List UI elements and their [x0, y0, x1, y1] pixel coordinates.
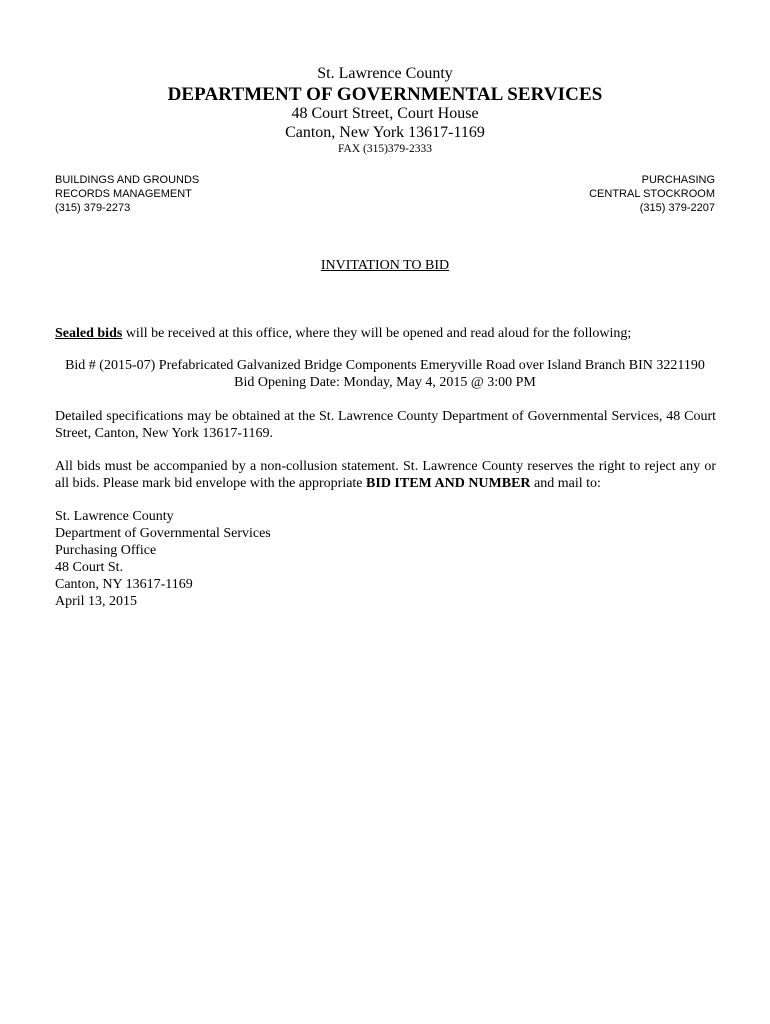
all-bids-text-part1: All bids must be accompanied by a non-collusion statement. St. Lawrence County reserves the right to reject any or all bids. Please mark bid envelope with the appropriate [55, 459, 716, 491]
mailing-address-block [55, 508, 271, 610]
bid-item-number-emphasis: BID ITEM AND NUMBER [366, 476, 531, 491]
right-contact-line2: CENTRAL STOCKROOM [589, 188, 715, 200]
mailing-line3: Purchasing Office [55, 543, 157, 558]
header-address-line1: 48 Court Street, Court House [291, 105, 479, 122]
all-bids-text-part2: and mail to: [530, 476, 601, 491]
left-contact-line1: BUILDINGS AND GROUNDS [55, 174, 200, 186]
right-contact-block [589, 173, 715, 215]
department-title: DEPARTMENT OF GOVERNMENTAL SERVICES [167, 84, 603, 105]
right-contact-line1: PURCHASING [641, 174, 715, 186]
bid-opening-date: Bid Opening Date: Monday, May 4, 2015 @ 3:00 PM [234, 375, 536, 390]
left-contact-block [55, 173, 199, 215]
sealed-bids-text: will be received at this office, where they will be opened and read aloud for the following; [122, 326, 632, 341]
specifications-paragraph: Detailed specifications may be obtained at the St. Lawrence County Department of Governmental Services, 48 Court Street, Canton, New York 13617-1169. [55, 409, 716, 441]
right-contact-phone: (315) 379-2207 [639, 202, 715, 214]
mailing-line4: 48 Court St. [55, 560, 124, 575]
document-date: April 13, 2015 [55, 594, 138, 609]
sealed-bids-paragraph [55, 325, 716, 342]
county-name: St. Lawrence County [317, 65, 453, 82]
all-bids-paragraph [55, 458, 716, 492]
header-address-line2: Canton, New York 13617-1169 [285, 124, 485, 141]
mailing-line1: St. Lawrence County [55, 509, 174, 524]
left-contact-phone: (315) 379-2273 [55, 202, 131, 214]
bid-description: Bid # (2015-07) Prefabricated Galvanized Bridge Components Emeryville Road over Island Branch BIN 3221190 [65, 358, 705, 373]
left-contact-line2: RECORDS MANAGEMENT [55, 188, 192, 200]
mailing-line5: Canton, NY 13617-1169 [55, 577, 193, 592]
fax-number: FAX (315)379-2333 [337, 143, 433, 155]
invitation-heading: INVITATION TO BID [320, 258, 450, 273]
mailing-line2: Department of Governmental Services [55, 526, 271, 541]
sealed-bids-label: Sealed bids [55, 326, 123, 341]
